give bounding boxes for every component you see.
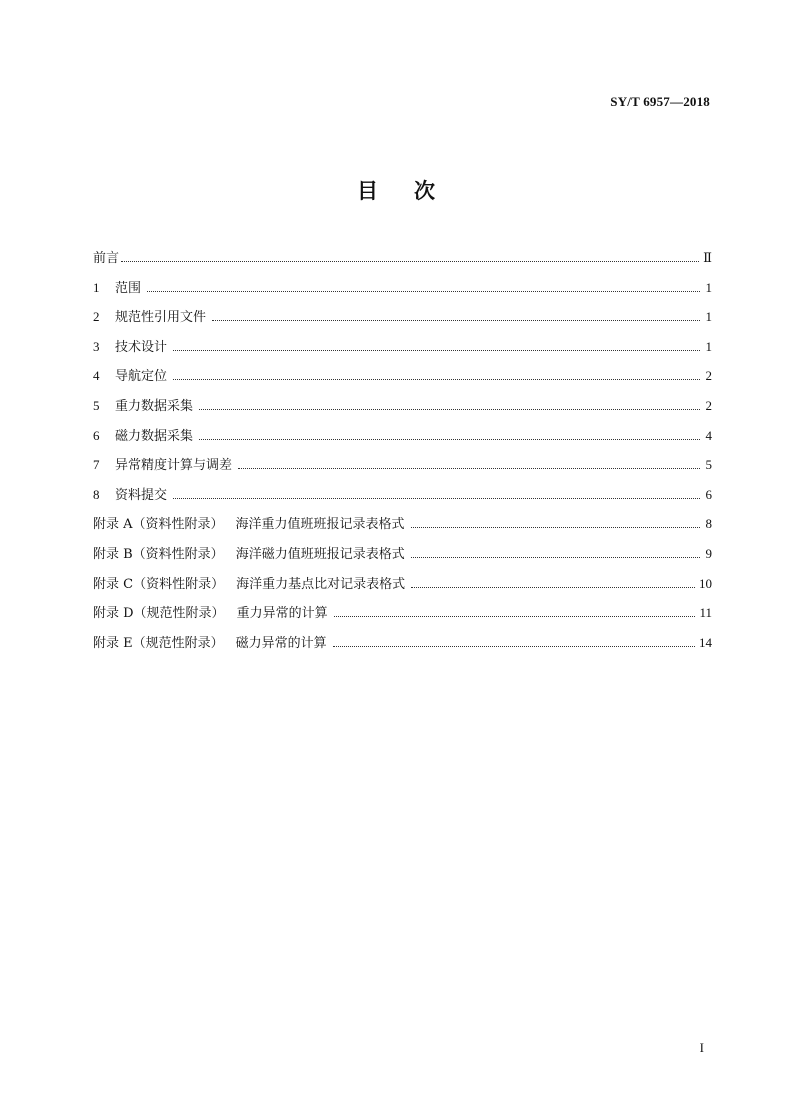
toc-entry-page: 2 xyxy=(705,368,712,384)
toc-entry-label: 资料提交 xyxy=(115,487,168,503)
table-of-contents xyxy=(93,249,712,663)
toc-entry-page: Ⅱ xyxy=(703,250,712,265)
toc-leader-dots xyxy=(334,616,696,617)
toc-entry-2[interactable] xyxy=(93,308,712,338)
toc-entry-foreword[interactable] xyxy=(93,249,712,279)
toc-entry-5[interactable] xyxy=(93,397,712,427)
toc-entry-number: 2 xyxy=(93,309,100,325)
toc-entry-appendix-b[interactable] xyxy=(93,545,712,575)
toc-entry-appendix-e[interactable] xyxy=(93,634,712,664)
toc-leader-dots xyxy=(333,646,695,647)
toc-entry-number: 6 xyxy=(93,427,100,443)
toc-leader-dots xyxy=(199,409,700,410)
toc-entry-1[interactable] xyxy=(93,279,712,309)
toc-entry-appendix-d[interactable] xyxy=(93,604,712,634)
toc-entry-label: 规范性引用文件 xyxy=(115,310,207,326)
toc-entry-page: 11 xyxy=(699,605,712,621)
toc-entry-page: 4 xyxy=(705,427,712,443)
toc-entry-page: 1 xyxy=(705,279,712,295)
standard-code: SY/T 6957—2018 xyxy=(610,94,710,109)
toc-leader-dots xyxy=(173,350,700,351)
toc-leader-dots xyxy=(238,468,700,469)
toc-leader-dots xyxy=(199,439,700,440)
toc-entry-page: 1 xyxy=(705,338,712,354)
toc-entry-label: 重力数据采集 xyxy=(115,398,194,414)
appendix-title: 海洋重力值班班报记录表格式 xyxy=(235,517,405,533)
appendix-title: 海洋重力基点比对记录表格式 xyxy=(236,576,406,592)
toc-leader-dots xyxy=(411,557,700,558)
appendix-title: 磁力异常的计算 xyxy=(235,635,327,651)
toc-entry-4[interactable] xyxy=(93,367,712,397)
toc-entry-page: 14 xyxy=(699,634,712,650)
toc-entry-6[interactable] xyxy=(93,427,712,457)
toc-entry-number: 1 xyxy=(93,279,100,295)
toc-entry-number: 4 xyxy=(93,368,100,384)
toc-entry-page: 6 xyxy=(705,486,712,502)
toc-entry-7[interactable] xyxy=(93,456,712,486)
appendix-label: 附录 A（资料性附录） xyxy=(93,517,224,533)
toc-leader-dots xyxy=(173,379,700,380)
toc-entry-page: 1 xyxy=(705,309,712,325)
toc-entry-label: 异常精度计算与调差 xyxy=(115,458,233,474)
appendix-title: 海洋磁力值班班报记录表格式 xyxy=(235,546,405,562)
appendix-label: 附录 D（规范性附录） xyxy=(93,606,225,622)
toc-entry-number: 5 xyxy=(93,397,100,413)
toc-entry-appendix-c[interactable] xyxy=(93,575,712,605)
toc-entry-page: 2 xyxy=(705,397,712,413)
toc-entry-3[interactable] xyxy=(93,338,712,368)
toc-entry-label: 范围 xyxy=(115,280,142,296)
toc-leader-dots xyxy=(411,527,700,528)
page-number: I xyxy=(699,1040,704,1055)
appendix-label: 附录 E（规范性附录） xyxy=(93,635,224,651)
toc-entry-page: 9 xyxy=(705,545,712,561)
toc-entry-number: 8 xyxy=(93,486,100,502)
toc-leader-dots xyxy=(212,320,700,321)
toc-entry-number: 3 xyxy=(93,338,100,354)
toc-entry-8[interactable] xyxy=(93,486,712,516)
toc-entry-number: 7 xyxy=(93,457,100,473)
toc-entry-label: 技术设计 xyxy=(115,339,168,355)
toc-entry-appendix-a[interactable] xyxy=(93,515,712,545)
toc-leader-dots xyxy=(173,498,700,499)
toc-entry-label: 前言 xyxy=(93,251,120,266)
toc-entry-label: 导航定位 xyxy=(115,369,168,385)
appendix-label: 附录 C（资料性附录） xyxy=(93,576,225,592)
toc-leader-dots xyxy=(147,291,700,292)
toc-leader-dots xyxy=(121,261,699,262)
appendix-title: 重力异常的计算 xyxy=(236,606,328,622)
page-title: 目次 xyxy=(357,179,471,203)
toc-entry-page: 10 xyxy=(699,575,712,591)
toc-entry-label: 磁力数据采集 xyxy=(115,428,194,444)
toc-leader-dots xyxy=(411,587,695,588)
toc-entry-page: 8 xyxy=(705,516,712,532)
appendix-label: 附录 B（资料性附录） xyxy=(93,546,224,562)
toc-entry-page: 5 xyxy=(705,457,712,473)
